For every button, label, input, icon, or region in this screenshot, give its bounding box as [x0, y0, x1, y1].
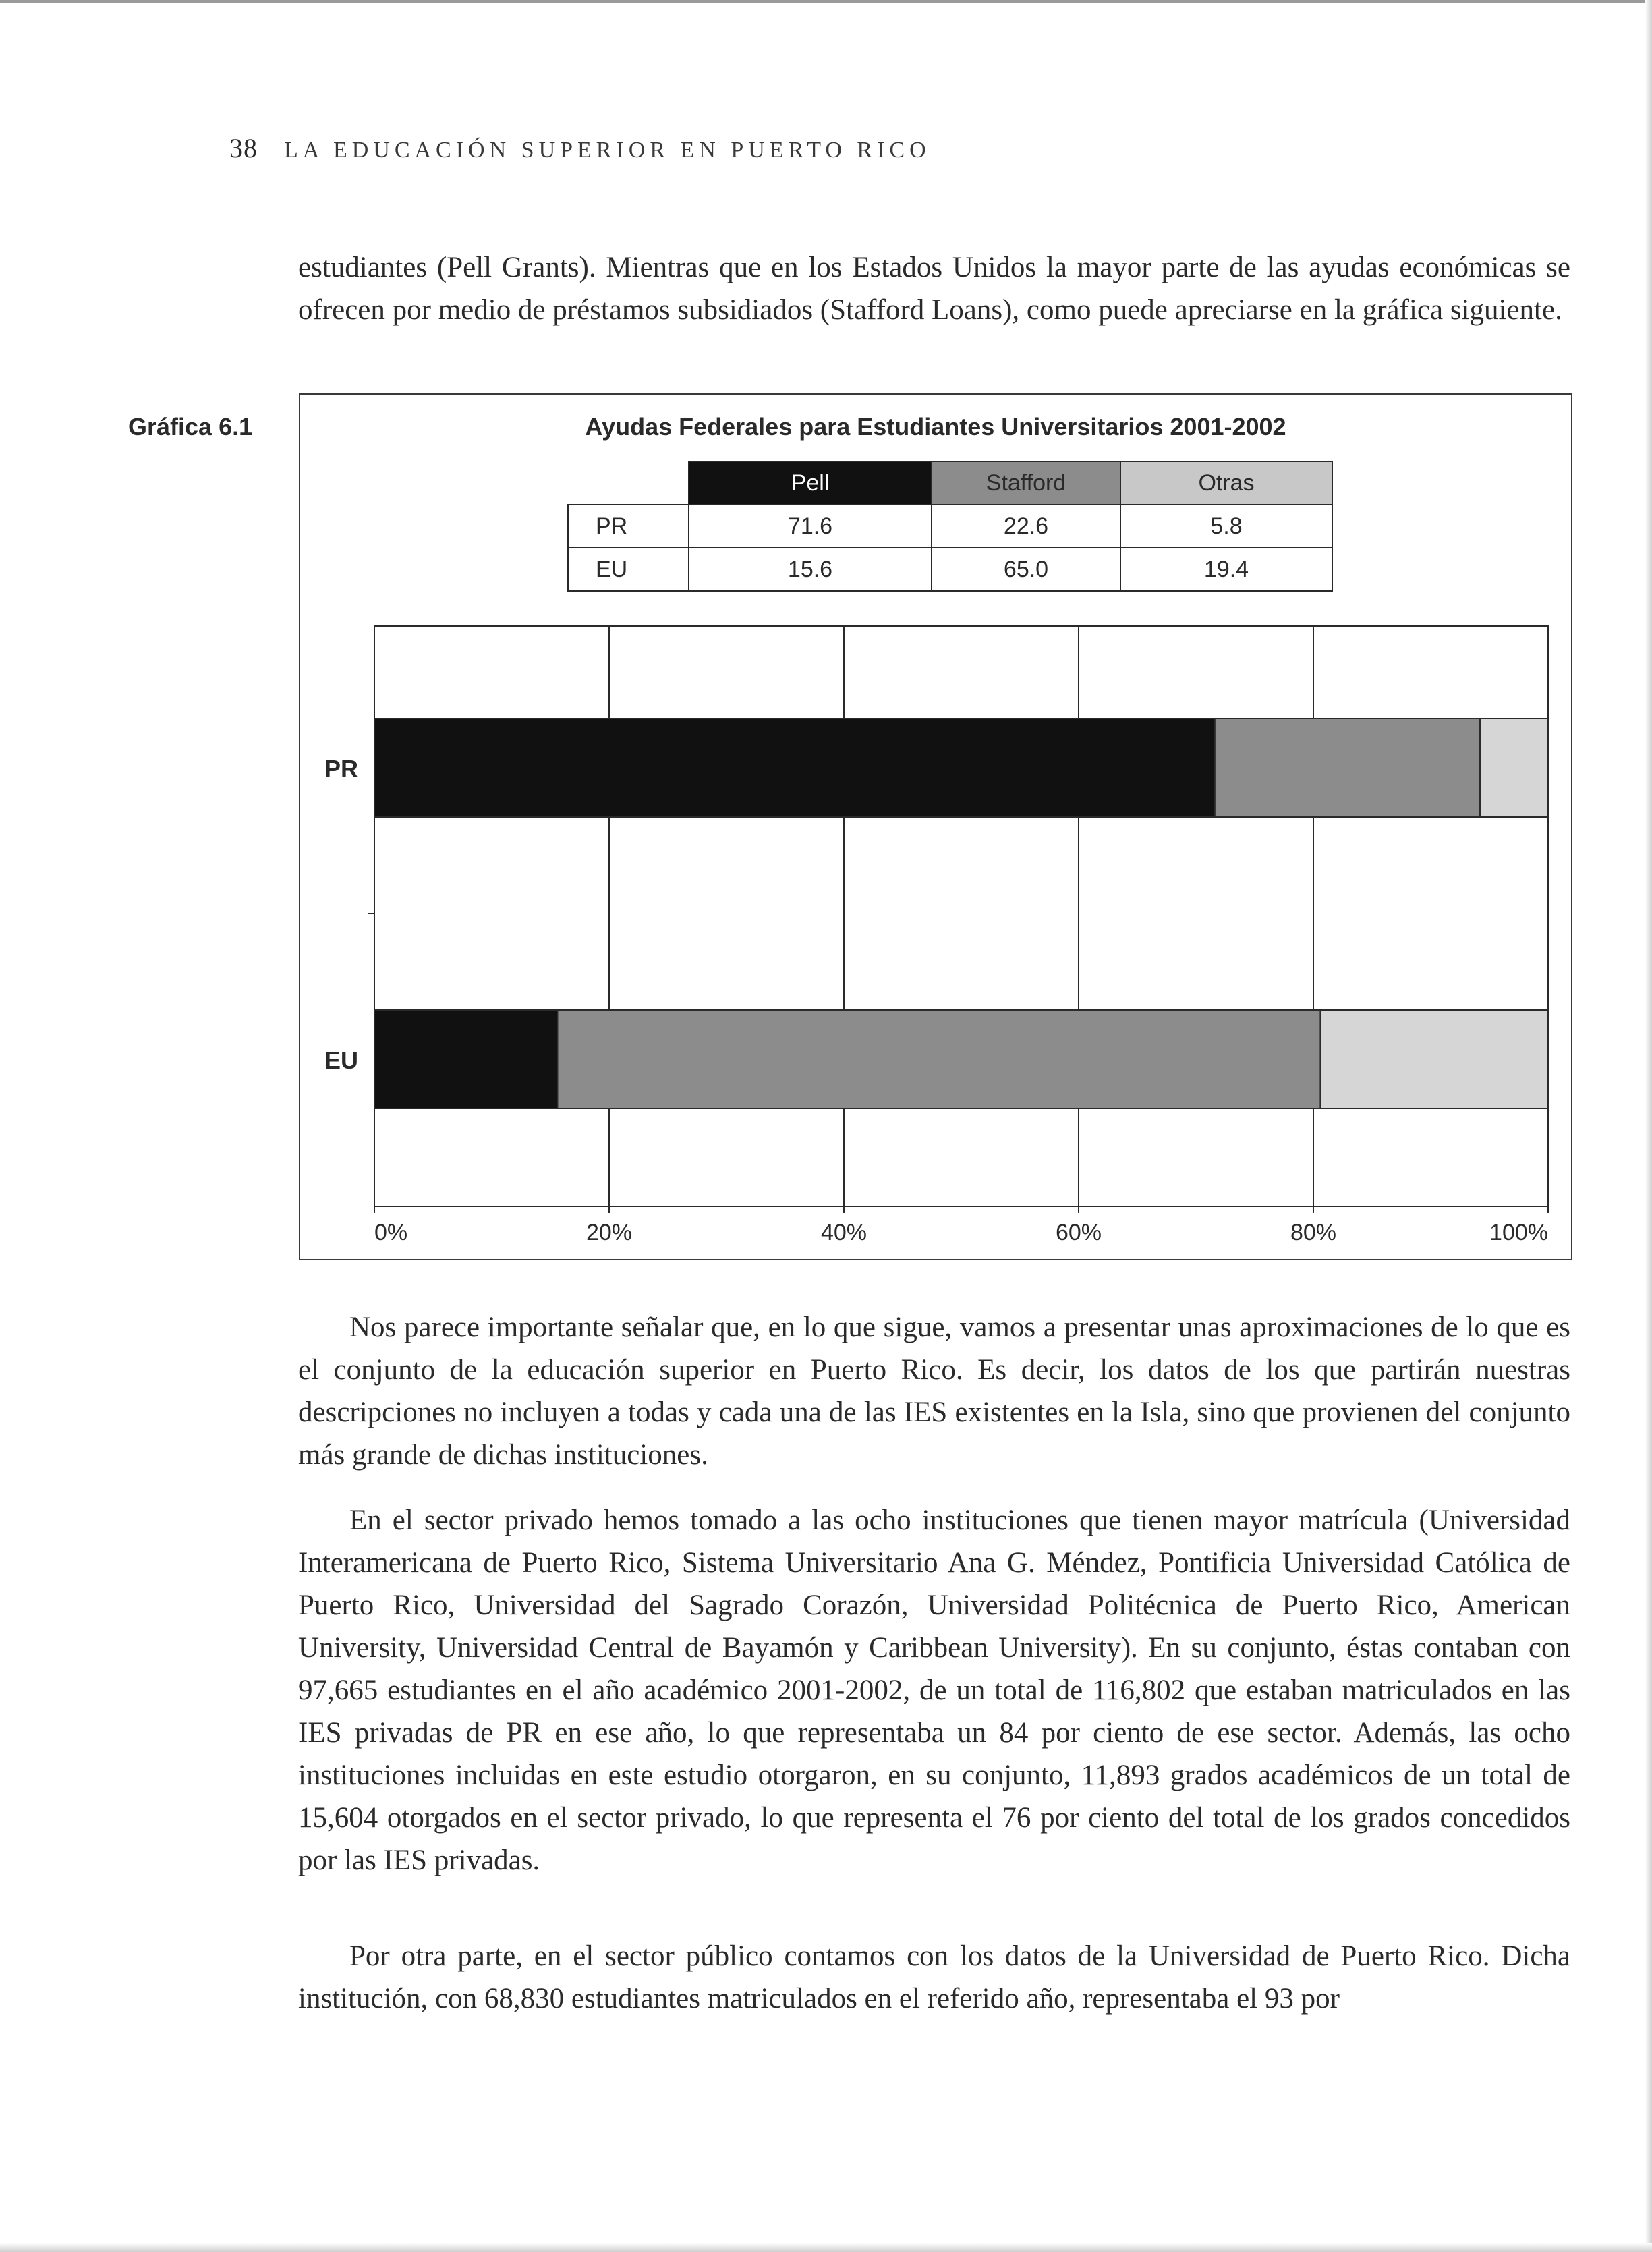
running-head: [229, 132, 931, 164]
stacked-bar-chart: [299, 614, 1572, 1260]
bar-segment-otras: [1480, 719, 1548, 817]
table-cell: 65.0: [932, 548, 1120, 591]
table-corner: [568, 461, 689, 505]
bar-segment-stafford: [1215, 719, 1480, 817]
x-tick-label: 20%: [586, 1220, 633, 1245]
table-row-label: EU: [568, 548, 689, 591]
bar-segment-pell: [374, 1010, 557, 1108]
figure-title: Ayudas Federales para Estudiantes Universitarios 2001-2002: [585, 413, 1286, 441]
table-header-row: [568, 461, 1332, 505]
top-rule: [0, 0, 1652, 3]
running-title: LA EDUCACIÓN SUPERIOR EN PUERTO RICO: [284, 138, 931, 163]
table-header-otras: Otras: [1120, 461, 1332, 505]
table-cell: 22.6: [932, 505, 1120, 548]
x-tick-label: 100%: [1489, 1220, 1548, 1245]
x-tick-label: 0%: [374, 1220, 408, 1245]
paragraph-intro: estudiantes (Pell Grants). Mientras que en los Estados Unidos la mayor parte de las ayudas económicas se ofrecen por medio de préstamos subsidiados (Stafford Loans), como puede apreciarse en la gráfica siguiente.: [298, 252, 1570, 326]
table-row: [568, 505, 1332, 548]
figure-data-table: [567, 461, 1333, 592]
bar-segment-otras: [1320, 1010, 1548, 1108]
table-cell: 71.6: [689, 505, 932, 548]
paragraph-private-sector: En el sector privado hemos tomado a las ocho instituciones que tienen mayor matrícula (Universidad Interamericana de Puerto Rico, Sistema Universitario Ana G. Méndez, Pontificia Universidad Católica de Puerto Rico, Universidad del Sagrado Corazón, Universidad Politécnica de Puerto Rico, American University, Universidad Central de Bayamón y Caribbean University). En su conjunto, éstas contaban con 97,665 estudiantes en el año académico 2001-2002, de un total de 116,802 que estaban matriculados en las IES privadas de PR en ese año, lo que representaba un 84 por ciento de ese sector. Además, las ocho instituciones incluidas en este estudio otorgaron, en su conjunto, 11,893 grados académicos de un total de 15,604 otorgados en el sector privado, lo que representa el 76 por ciento del total de los grados concedidos por las IES privadas.: [298, 1504, 1570, 1876]
table-row-label: PR: [568, 505, 689, 548]
bar-segment-pell: [374, 719, 1215, 817]
paragraph-approximations: Nos parece importante señalar que, en lo que sigue, vamos a presentar unas aproximaciones de lo que es el conjunto de la educación superior en Puerto Rico. Es decir, los datos de los que partirán nuestras descripciones no incluyen a todas y cada una de las IES existentes en la Isla, sino que provienen del conjunto más grande de dichas instituciones.: [298, 1312, 1570, 1471]
table-header-stafford: Stafford: [932, 461, 1120, 505]
paragraph-public-sector: Por otra parte, en el sector público contamos con los datos de la Universidad de Puerto Rico. Dicha institución, con 68,830 estudiantes matriculados en el referido año, representaba el 93 por: [298, 1940, 1570, 2015]
table-cell: 15.6: [689, 548, 932, 591]
x-tick-label: 40%: [820, 1220, 867, 1245]
page-number: 38: [229, 133, 258, 163]
bar-segment-stafford: [557, 1010, 1320, 1108]
category-label: EU: [324, 1046, 359, 1074]
page-edge-bottom: [0, 2243, 1652, 2252]
table-row: [568, 548, 1332, 591]
x-tick-label: 80%: [1290, 1220, 1337, 1245]
page-edge-right: [1645, 0, 1652, 2252]
table-cell: 5.8: [1120, 505, 1332, 548]
category-label: PR: [324, 755, 359, 783]
table-cell: 19.4: [1120, 548, 1332, 591]
table-header-pell: Pell: [689, 461, 932, 505]
figure-label: Gráfica 6.1: [128, 413, 253, 441]
plot-area: [374, 626, 1548, 1206]
x-tick-label: 60%: [1055, 1220, 1102, 1245]
